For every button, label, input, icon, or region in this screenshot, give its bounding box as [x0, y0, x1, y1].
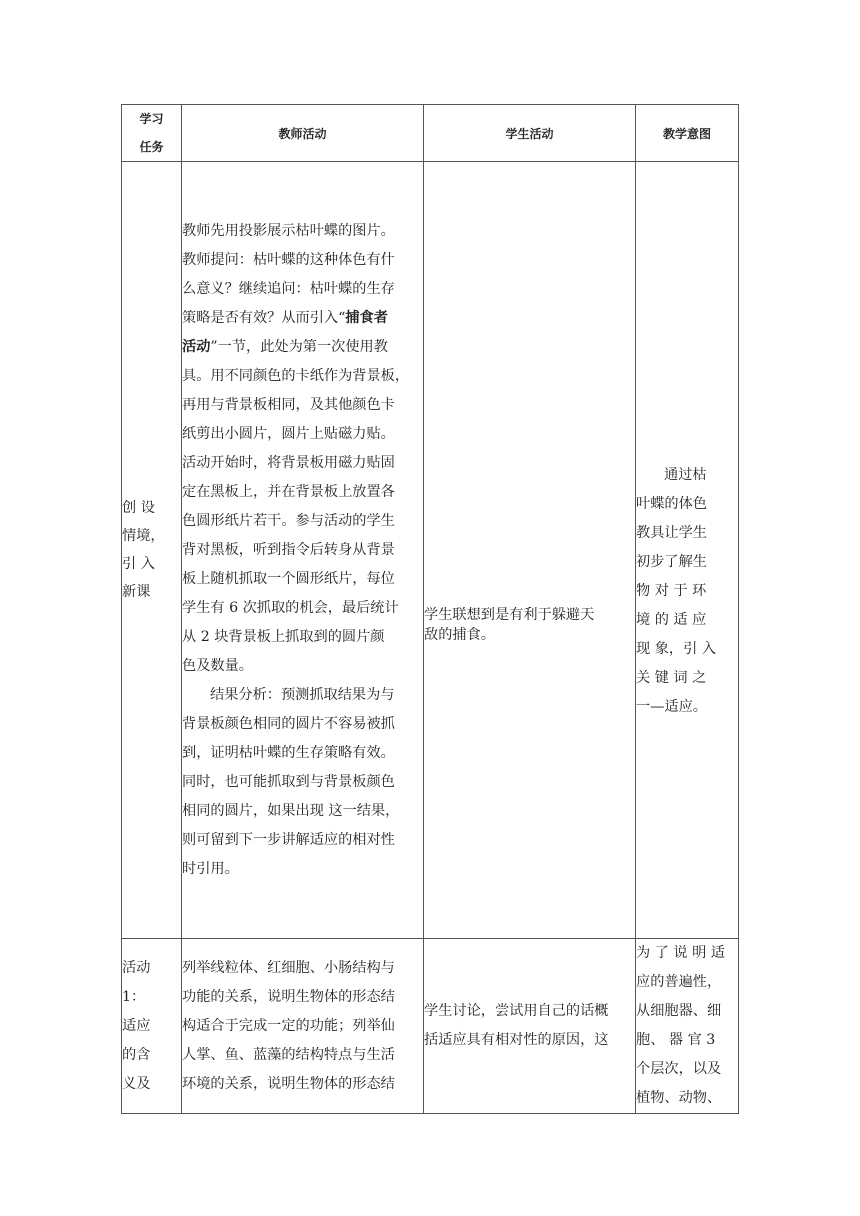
teacher-activity-cell: 教师先用投影展示枯叶蝶的图片。 教师提问：枯叶蝶的这种体色有什 么意义？继续追问：枯叶蝶的生存 策略是否有效？从而引入“捕食者 活动”一节，此处为第一次使用教 具。用不同颜色的卡纸作为背景板， 再用与背景板相同，及其他颜色卡 纸剪出小圆片，圆片上贴磁力贴。 活动开始时，将背景板用磁力贴固 定在黑板上，并在背景板上放置各 色圆形纸片若干。参与活动的学生 背对黑板，听到指令后转身从背景 板上随机抓取一个圆形纸片，每位 学生有 6 次抓取的机会，最后统计 从 2 块背景板上抓取到的圆片颜 色及数量。 结果分析：预测抓取结果为与 背景板颜色相同的圆片不容易被抓 到，证明枯叶蝶的生存策略有效。 同时，也可能抓取到与背景板颜色 相同的圆片，如果出现 这一结果， 则可留到下一步讲解适应的相对性 时引用。 — [182, 162, 424, 939]
teacher-activity-cell: 列举线粒体、红细胞、小肠结构与 功能的关系，说明生物体的形态结 构适合于完成一定的功能；列举仙 人掌、鱼、蓝藻的结构特点与生活 环境的关系，说明生物体的形态结 — [182, 939, 424, 1114]
teaching-intent-cell: 为 了 说 明 适 应的普遍性， 从细胞器、细 胞、 器 官 3 个层次，以及 植物、动物、 — [636, 939, 739, 1114]
header-teacher-activity: 教师活动 — [182, 105, 424, 162]
student-activity-cell: 学生讨论，尝试用自己的话概 括适应具有相对性的原因，这 — [424, 939, 636, 1114]
teaching-intent-cell: 通过枯 叶蝶的体色 教具让学生 初步了解生 物 对 于 环 境 的 适 应 现 象，引 入 关 键 词 之 一—适应。 — [636, 162, 739, 939]
lesson-plan-table — [121, 104, 739, 1114]
header-student-activity: 学生活动 — [424, 105, 636, 162]
table-row — [122, 162, 739, 939]
student-activity-cell: 学生联想到是有利于躲避天 敌的捕食。 — [424, 162, 636, 939]
table-header-row — [122, 105, 739, 162]
task-cell: 活动 1： 适应 的含 义及 — [122, 939, 182, 1114]
header-teaching-intent: 教学意图 — [636, 105, 739, 162]
table-row — [122, 939, 739, 1114]
task-cell: 创 设 情境， 引 入 新课 — [122, 162, 182, 939]
teacher-line-bold-b: 活动”一节，此处为第一次使用教 — [182, 338, 388, 355]
teacher-line-bold-a: 策略是否有效？从而引入“捕食者 — [182, 309, 388, 326]
header-task: 学习 任务 — [122, 105, 182, 162]
